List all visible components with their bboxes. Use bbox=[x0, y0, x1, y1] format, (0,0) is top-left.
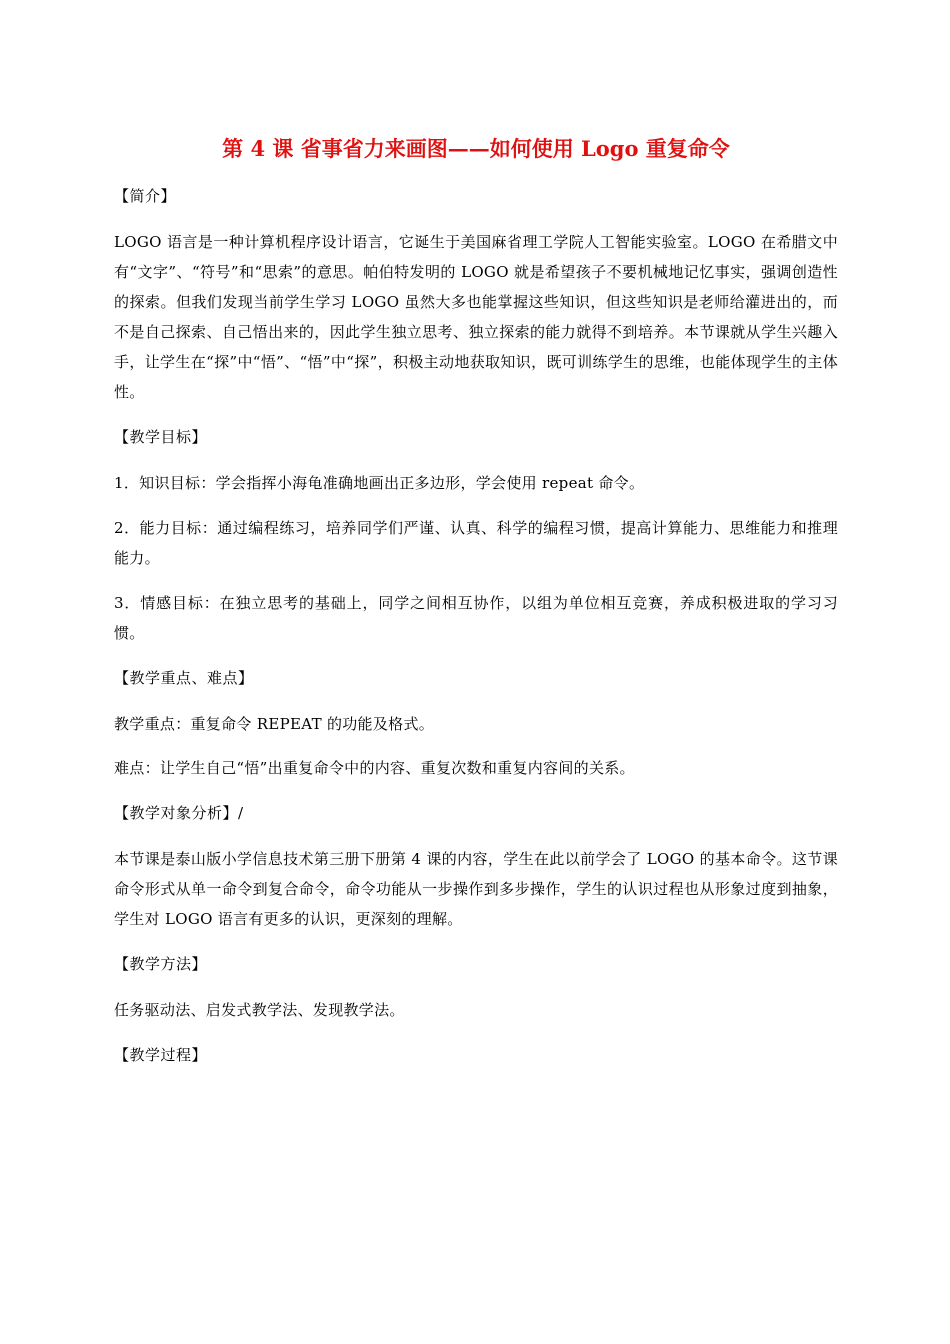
intro-heading: 【简介】 bbox=[114, 187, 177, 205]
analysis-paragraph: 本节课是泰山版小学信息技术第三册下册第 4 课的内容，学生在此以前学会了 LOGO 的基本命令。这节课命令形式从单一命令到复合命令，命令功能从一步操作到多步操作，学生的认识过程也从形象过度到抽象，学生对 LOGO 语言有更多的认识，更深刻的理解。 bbox=[114, 850, 838, 928]
difficulty-text: 难点：让学生自己“悟”出重复命令中的内容、重复次数和重复内容间的关系。 bbox=[114, 759, 635, 777]
page-title: 第 4 课 省事省力来画图——如何使用 Logo 重复命令 bbox=[222, 136, 730, 161]
keypoints-heading: 【教学重点、难点】 bbox=[114, 669, 254, 687]
goal-item-emotion: 3．情感目标：在独立思考的基础上，同学之间相互协作，以组为单位相互竞赛，养成积极进取的学习习惯。 bbox=[114, 594, 838, 642]
process-heading: 【教学过程】 bbox=[114, 1046, 208, 1064]
analysis-heading: 【教学对象分析】/ bbox=[114, 804, 244, 822]
methods-heading: 【教学方法】 bbox=[114, 955, 208, 973]
goals-heading: 【教学目标】 bbox=[114, 428, 208, 446]
intro-paragraph: LOGO 语言是一种计算机程序设计语言，它诞生于美国麻省理工学院人工智能实验室。LOGO 在希腊文中有“文字”、“符号”和“思索”的意思。帕伯特发明的 LOGO 就是希望孩子不要机械地记忆事实，强调创造性的探索。但我们发现当前学生学习 LOGO 虽然大多也能掌握这些知识，但这些知识是老师给灌进出的，而不是自己探索、自己悟出来的，因此学生独立思考、独立探索的能力就得不到培养。本节课就从学生兴趣入手，让学生在“探”中“悟”、“悟”中“探”，积极主动地获取知识，既可训练学生的思维，也能体现学生的主体性。 bbox=[114, 233, 838, 401]
methods-paragraph: 任务驱动法、启发式教学法、发现教学法。 bbox=[114, 1001, 405, 1019]
goal-item-knowledge: 1．知识目标：学会指挥小海龟准确地画出正多边形，学会使用 repeat 命令。 bbox=[114, 474, 645, 492]
goal-item-ability: 2．能力目标：通过编程练习，培养同学们严谨、认真、科学的编程习惯，提高计算能力、思维能力和推理能力。 bbox=[114, 519, 838, 567]
key-point-text: 教学重点：重复命令 REPEAT 的功能及格式。 bbox=[114, 715, 435, 733]
